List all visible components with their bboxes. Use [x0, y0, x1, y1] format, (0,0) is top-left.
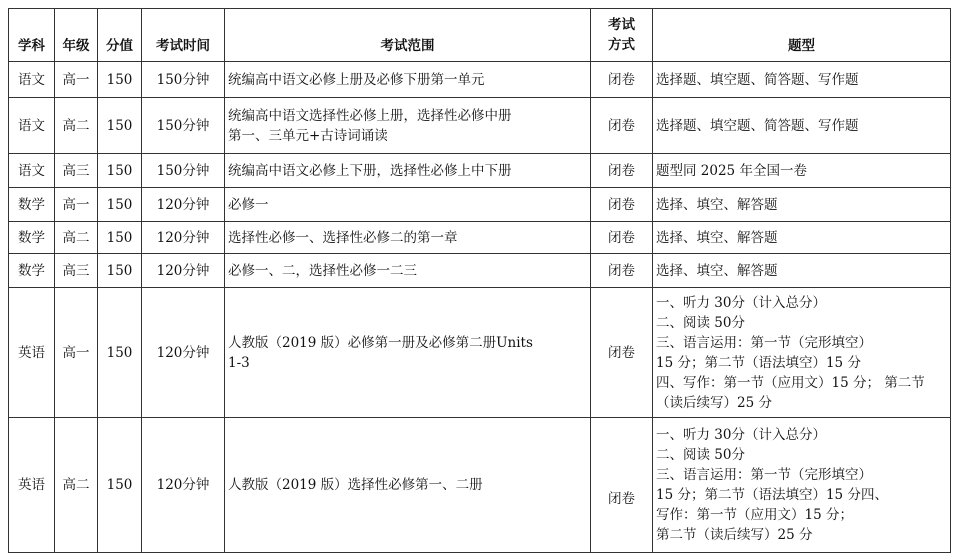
cell-method: 闭卷: [591, 62, 653, 98]
header-grade: 年级: [55, 9, 98, 62]
types-line: 选择、填空、解答题: [656, 196, 778, 213]
scope-line: 必修一: [228, 196, 269, 213]
cell-score: 150: [98, 254, 142, 288]
cell-time: 150分钟: [142, 154, 225, 188]
cell-method: 闭卷: [591, 154, 653, 188]
cell-types: [653, 254, 951, 288]
types-line: 15 分；第二节（语法填空）15 分四、: [656, 487, 888, 503]
cell-score: 150: [98, 98, 142, 154]
types-line: 15 分；第二节（语法填空）15 分: [656, 354, 861, 371]
cell-score: 150: [98, 188, 142, 222]
types-line: 一、听力 30分（计入总分）: [656, 427, 826, 443]
scope-line: 统编高中语文选择性必修上册，选择性必修中册: [228, 107, 512, 124]
types-line: 写作：第一节（应用文）15 分；: [656, 507, 853, 523]
cell-scope: [225, 222, 591, 254]
cell-grade: 高二: [55, 418, 98, 553]
table-row: [9, 154, 951, 188]
scope-line: 统编高中语文必修上册及必修下册第一单元: [228, 71, 485, 88]
scope-line: 必修一、二，选择性必修一二三: [228, 262, 417, 279]
header-method-line2: 方式: [608, 37, 635, 53]
table-row: [9, 288, 951, 418]
cell-subject: 语文: [9, 62, 55, 98]
cell-types: [653, 188, 951, 222]
types-line: （读后续写）25 分: [656, 394, 772, 411]
table-row: [9, 418, 951, 553]
cell-scope: [225, 288, 591, 418]
cell-types: [653, 98, 951, 154]
cell-score: 150: [98, 222, 142, 254]
cell-grade: 高三: [55, 154, 98, 188]
header-method-line1: 考试: [608, 17, 635, 33]
table-row: [9, 98, 951, 154]
cell-scope: [225, 188, 591, 222]
cell-scope: [225, 98, 591, 154]
cell-time: 120分钟: [142, 222, 225, 254]
cell-scope: [225, 154, 591, 188]
cell-types: [653, 288, 951, 418]
exam-schedule-table: [8, 8, 951, 553]
header-score: 分值: [98, 9, 142, 62]
cell-method: 闭卷: [591, 288, 653, 418]
cell-score: 150: [98, 62, 142, 98]
cell-types: [653, 154, 951, 188]
table-row: [9, 62, 951, 98]
cell-grade: 高一: [55, 288, 98, 418]
scope-line: 人教版（2019 版）选择性必修第一、二册: [228, 477, 483, 493]
cell-time: 120分钟: [142, 188, 225, 222]
scope-line: 人教版（2019 版）必修第一册及必修第二册Units: [228, 334, 533, 351]
types-line: 三、语言运用：第一节（完形填空）: [656, 467, 872, 483]
header-subject: 学科: [9, 9, 55, 62]
scope-line: 统编高中语文必修上下册，选择性必修上中下册: [228, 162, 512, 179]
types-line: 选择题、填空题、简答题、写作题: [656, 117, 859, 134]
cell-scope: [225, 62, 591, 98]
types-line: 二、阅读 50分: [656, 314, 745, 331]
cell-method: 闭卷: [591, 254, 653, 288]
cell-grade: 高二: [55, 222, 98, 254]
cell-time: 120分钟: [142, 418, 225, 553]
types-line: 第二节（读后续写）25 分: [656, 527, 813, 543]
cell-subject: 语文: [9, 154, 55, 188]
cell-scope: [225, 418, 591, 553]
types-line: 二、阅读 50分: [656, 447, 745, 463]
cell-time: 150分钟: [142, 62, 225, 98]
cell-grade: 高一: [55, 188, 98, 222]
cell-score: 150: [98, 288, 142, 418]
scope-line: 1-3: [228, 354, 250, 371]
header-types: 题型: [653, 9, 951, 62]
cell-score: 150: [98, 418, 142, 553]
cell-types: [653, 222, 951, 254]
table-row: [9, 188, 951, 222]
cell-grade: 高一: [55, 62, 98, 98]
cell-method: 闭卷: [591, 418, 653, 553]
cell-scope: [225, 254, 591, 288]
cell-time: 150分钟: [142, 98, 225, 154]
types-line: 选择、填空、解答题: [656, 229, 778, 246]
types-line: 题型同 2025 年全国一卷: [656, 162, 807, 179]
types-line: 四、写作：第一节（应用文）15 分； 第二节: [656, 374, 925, 391]
cell-time: 120分钟: [142, 254, 225, 288]
cell-method: 闭卷: [591, 188, 653, 222]
types-line: 一、听力 30分（计入总分）: [656, 294, 826, 311]
cell-types: [653, 418, 951, 553]
table-row: [9, 254, 951, 288]
cell-subject: 数学: [9, 222, 55, 254]
header-time: 考试时间: [142, 9, 225, 62]
scope-line: 选择性必修一、选择性必修二的第一章: [228, 229, 458, 246]
cell-method: 闭卷: [591, 98, 653, 154]
cell-types: [653, 62, 951, 98]
cell-subject: 数学: [9, 188, 55, 222]
header-row: [9, 9, 951, 62]
header-method: [591, 9, 653, 62]
types-line: 选择题、填空题、简答题、写作题: [656, 71, 859, 88]
cell-time: 120分钟: [142, 288, 225, 418]
cell-grade: 高二: [55, 98, 98, 154]
cell-subject: 英语: [9, 418, 55, 553]
cell-score: 150: [98, 154, 142, 188]
types-line: 三、语言运用：第一节（完形填空）: [656, 334, 872, 351]
cell-subject: 数学: [9, 254, 55, 288]
cell-method: 闭卷: [591, 222, 653, 254]
types-line: 选择、填空、解答题: [656, 262, 778, 279]
header-scope: 考试范围: [225, 9, 591, 62]
cell-subject: 语文: [9, 98, 55, 154]
cell-grade: 高三: [55, 254, 98, 288]
scope-line: 第一、三单元+古诗词诵读: [228, 127, 388, 144]
cell-subject: 英语: [9, 288, 55, 418]
table-row: [9, 222, 951, 254]
